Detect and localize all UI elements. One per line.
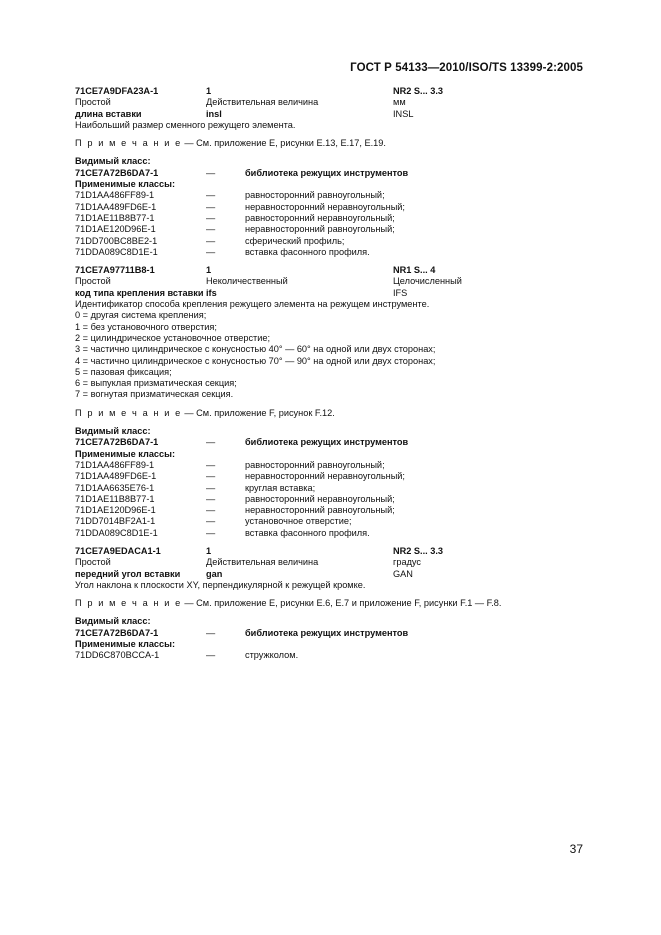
enum-item: 3 = частично цилиндрическое с конусностью 40° — 60° на одной или двух сторонах; [75, 344, 436, 355]
applicable-classes-label: Применимые классы: [75, 639, 176, 650]
property-name: код типа крепления вставки [75, 287, 204, 298]
property-cardinality: NR2 S... 3.3 [393, 545, 444, 556]
property-definition: Угол наклона к плоскости XY, перпендикулярной к режущей кромке. [75, 579, 366, 590]
enum-item: 1 = без установочного отверстия; [75, 321, 217, 332]
dash: — [206, 437, 216, 448]
property-value-type: Действительная величина [206, 97, 319, 108]
property-type: Простой [75, 557, 111, 568]
property-symbol: gan [206, 568, 223, 579]
property-code: 71CE7A9DFA23A-1 [75, 86, 159, 96]
applicable-classes-label: Применимые классы: [75, 179, 176, 190]
note-text: — См. приложение F, рисунок F.12. [181, 407, 335, 418]
property-version: 1 [206, 545, 212, 556]
class-row: 71D1AE120D96E-1 — неравносторонний равноугольный; [75, 224, 395, 235]
property-name: длина вставки [75, 108, 142, 119]
class-row: 71DDA089C8D1E-1 — вставка фасонного профиля. [75, 246, 370, 257]
class-row: 71DDA089C8D1E-1 — вставка фасонного профиля. [75, 527, 370, 538]
note-text: — См. приложение E, рисунки E.6, E.7 и приложение F, рисунки F.1 — F.8. [181, 598, 502, 609]
property-unit: градус [393, 557, 422, 568]
property-symbol: ifs [206, 287, 217, 298]
enum-item: 6 = выпуклая призматическая секция; [75, 378, 237, 389]
property-symbol-upper: INSL [393, 108, 414, 119]
note-label: П р и м е ч а н и е [75, 598, 182, 609]
class-row: 71D1AE11B8B77-1 — равносторонний неравноугольный; [75, 212, 395, 223]
class-row: 71D1AA489FD6E-1 — неравносторонний неравноугольный; [75, 201, 405, 212]
property-value-type: Действительная величина [206, 557, 319, 568]
class-row: 71DD6C870BCCA-1 — стружколом. [75, 650, 299, 661]
property-cardinality: NR2 S... 3.3 [393, 86, 444, 96]
note-label: П р и м е ч а н и е [75, 407, 182, 418]
class-list-3 [75, 650, 585, 661]
enum-item: 2 = цилиндрическое установочное отверстие; [75, 332, 271, 343]
visible-class-name: библиотека режущих инструментов [245, 167, 409, 178]
class-row: 71DD700BC8BE2-1 — сферический профиль; [75, 235, 345, 246]
property-type: Простой [75, 276, 111, 287]
class-row: 71D1AA486FF89-1 — равносторонний равноугольный; [75, 459, 385, 470]
page-header: ГОСТ Р 54133—2010/ISO/TS 13399-2:2005 [350, 62, 583, 74]
property-name: передний угол вставки [75, 568, 181, 579]
class-row: 71D1AA486FF89-1 — равносторонний равноугольный; [75, 190, 385, 201]
enum-item: 5 = пазовая фиксация; [75, 366, 172, 377]
property-version: 1 [206, 86, 212, 96]
page-number: 37 [569, 842, 583, 856]
visible-class-code: 71CE7A72B6DA7-1 [75, 627, 159, 638]
visible-class-label: Видимый класс: [75, 426, 151, 437]
visible-class-label: Видимый класс: [75, 616, 151, 627]
class-row: 71DD7014BF2A1-1 — установочное отверстие; [75, 516, 352, 527]
enum-item: 7 = вогнутая призматическая секция. [75, 389, 234, 400]
property-value-type: Неколичественный [206, 276, 288, 287]
property-version: 1 [206, 265, 212, 276]
dash: — [206, 167, 216, 178]
note-label: П р и м е ч а н и е [75, 138, 182, 149]
visible-class-label: Видимый класс: [75, 156, 151, 167]
property-symbol-upper: IFS [393, 287, 408, 298]
note-text: — См. приложение E, рисунки E.13, E.17, E.19. [181, 138, 386, 149]
enum-item: 0 = другая система крепления; [75, 310, 207, 321]
property-unit: мм [393, 97, 406, 108]
class-list-2 [75, 460, 585, 539]
enum-item: 4 = частично цилиндрическое с конусностью 70° — 90° на одной или двух сторонах; [75, 355, 436, 366]
property-code: 71CE7A97711B8-1 [75, 265, 155, 276]
class-row: 71D1AE120D96E-1 — неравносторонний равноугольный; [75, 505, 395, 516]
class-row: 71D1AE11B8B77-1 — равносторонний неравноугольный; [75, 493, 395, 504]
visible-class-code: 71CE7A72B6DA7-1 [75, 437, 159, 448]
visible-class-code: 71CE7A72B6DA7-1 [75, 167, 159, 178]
dash: — [206, 627, 216, 638]
applicable-classes-label: Применимые классы: [75, 448, 176, 459]
class-row: 71D1AA489FD6E-1 — неравносторонний неравноугольный; [75, 471, 405, 482]
class-list-1 [75, 190, 585, 258]
property-cardinality: NR1 S... 4 [393, 265, 436, 276]
property-symbol-upper: GAN [393, 568, 413, 579]
property-symbol: insl [206, 108, 222, 119]
enum-list [75, 310, 585, 400]
property-type: Простой [75, 97, 111, 108]
visible-class-name: библиотека режущих инструментов [245, 627, 409, 638]
property-definition: Наибольший размер сменного режущего элемента. [75, 119, 296, 130]
property-unit: Целочисленный [393, 276, 462, 287]
property-definition: Идентификатор способа крепления режущего элемента на режущем инструменте. [75, 299, 430, 310]
document-body [75, 86, 585, 662]
property-code: 71CE7A9EDACA1-1 [75, 545, 161, 556]
visible-class-name: библиотека режущих инструментов [245, 437, 409, 448]
class-row: 71D1AA6635E76-1 — круглая вставка; [75, 482, 316, 493]
